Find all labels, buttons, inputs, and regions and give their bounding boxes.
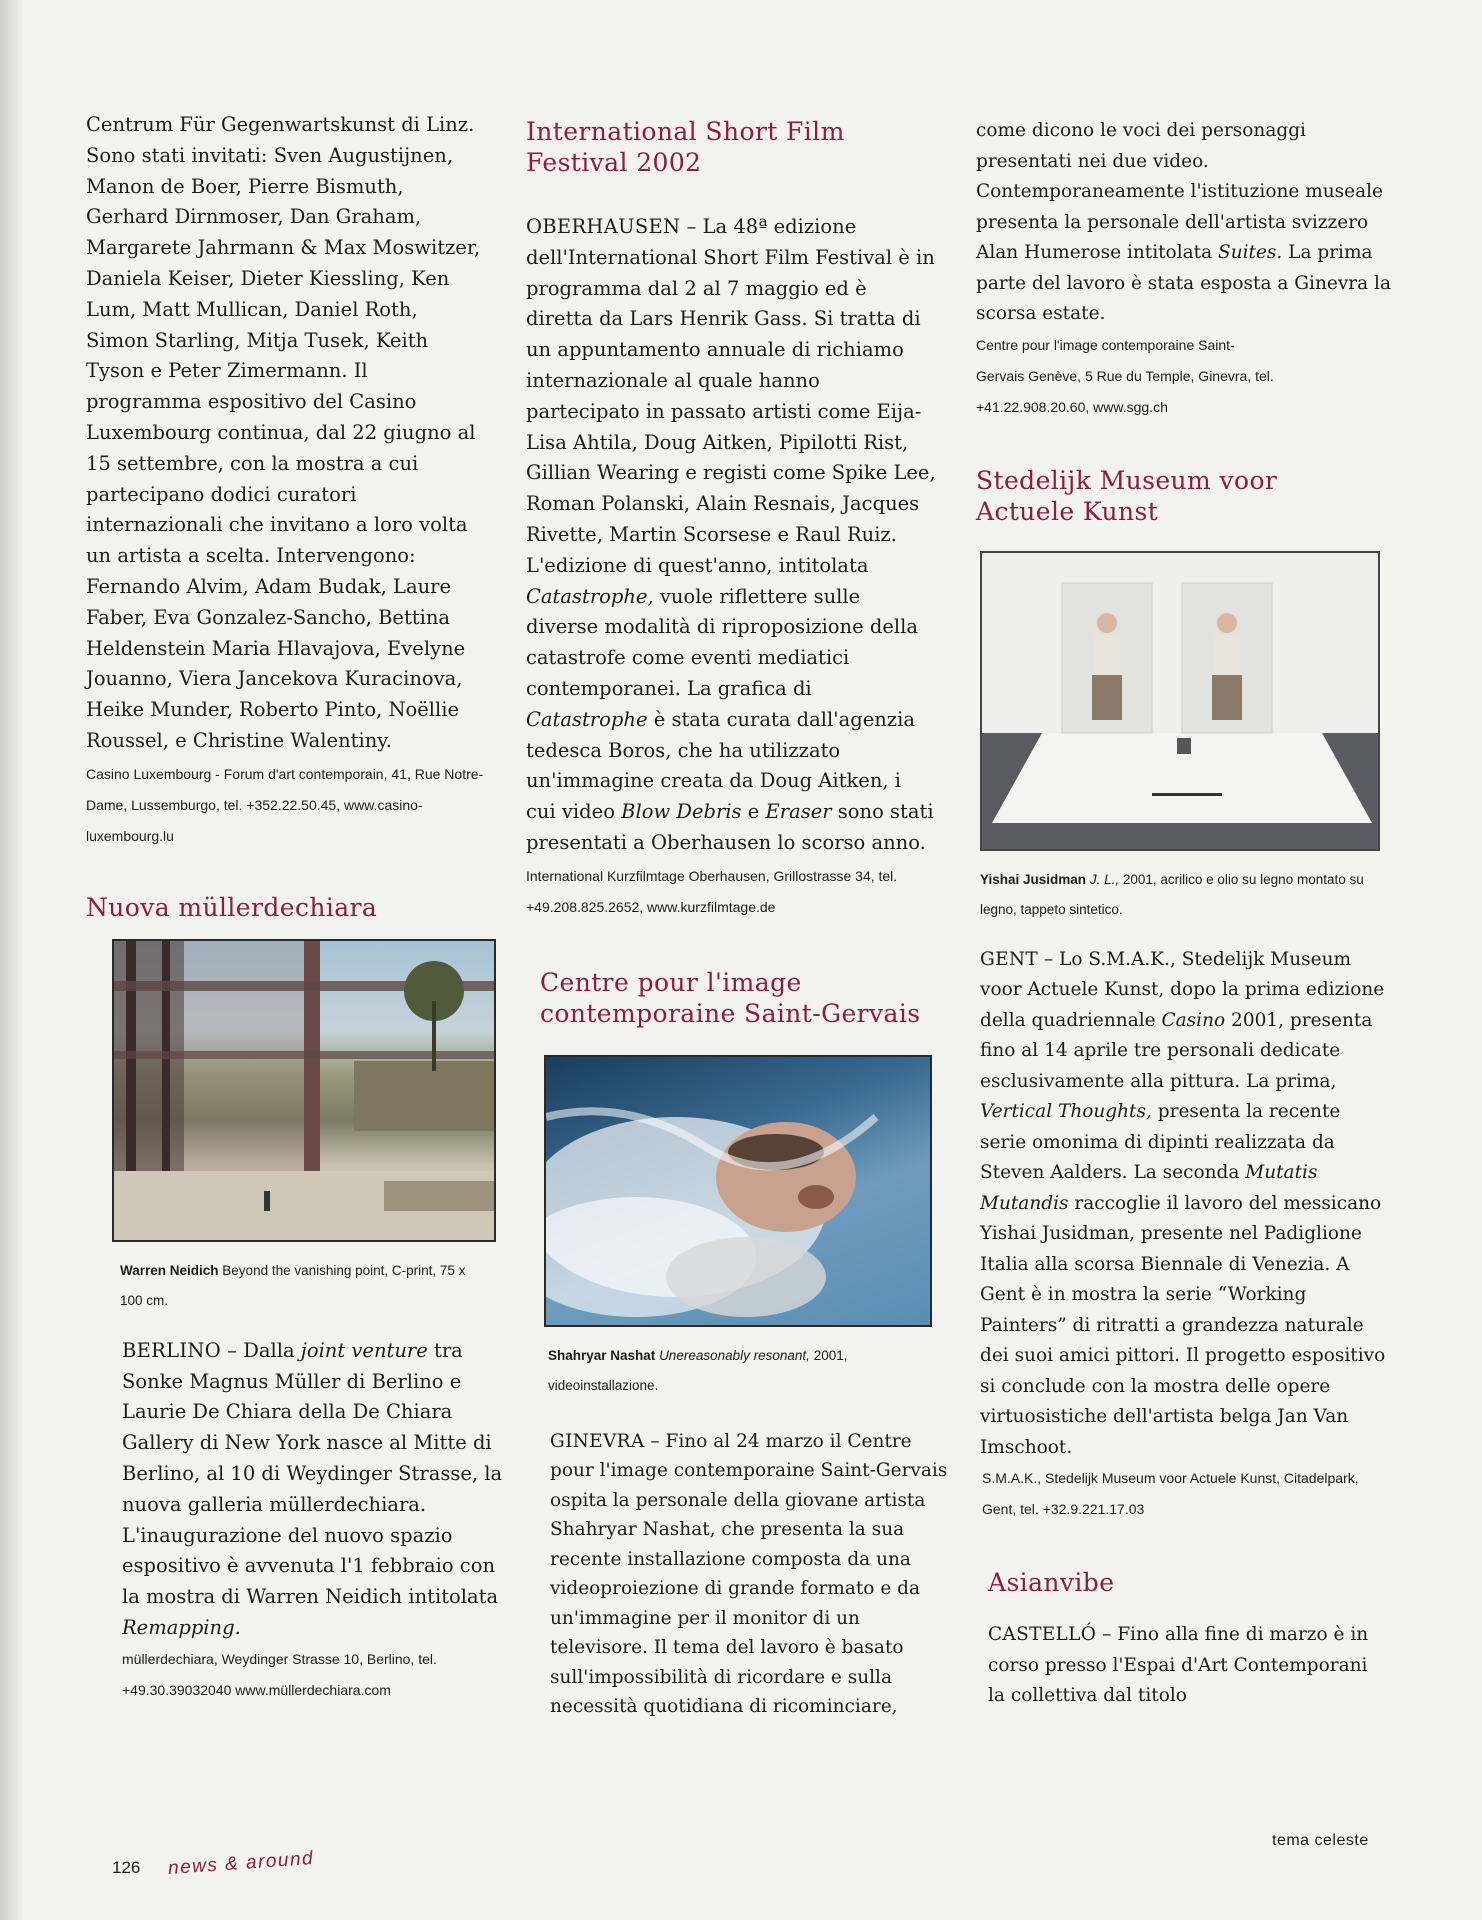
oberhausen-text bbox=[526, 212, 936, 859]
caption-title: J. L., bbox=[1089, 871, 1120, 887]
casino-info: Casino Luxembourg - Forum d'art contemporain, 41, Rue Notre-Dame, Lussemburgo, tel. +352.22.50.45, www.casino-luxembourg.lu bbox=[86, 765, 484, 844]
caption-artist: Warren Neidich bbox=[120, 1262, 219, 1278]
text-fragment: – Dalla bbox=[227, 1338, 295, 1362]
heading-nuova-mullerdechiara: Nuova müllerdechiara bbox=[86, 892, 378, 922]
text-fragment: La prima parte del lavoro è stata esposta a Ginevra la scorsa estate. bbox=[976, 242, 1391, 324]
warren-neidich-photo bbox=[112, 939, 496, 1242]
caption-text: 2001, acrilico e olio su legno montato su legno, tappeto sintetico. bbox=[980, 871, 1364, 917]
kurzfilmtage-info: International Kurzfilmtage Oberhausen, Grillostrasse 34, tel. +49.208.825.2652, www.kurzfilmtage.de bbox=[526, 867, 898, 915]
text-fragment: è stata curata dall'agenzia tedesca Boros, che ha utilizzato un'immagine creata da Doug Aitken, i cui video bbox=[526, 707, 915, 824]
text-fragment: vuole riflettere sulle diverse modalità di riproposizione della catastrofe come eventi mediatici contemporanei. La grafica di bbox=[526, 584, 918, 700]
caption-shahryar-nashat bbox=[548, 1341, 936, 1401]
city-gent: GENT bbox=[980, 948, 1039, 970]
column-2 bbox=[526, 116, 948, 1722]
heading-stedelijk-museum: Stedelijk Museum voor Actuele Kunst bbox=[976, 465, 1278, 526]
text-italic: Catastrophe, bbox=[526, 584, 654, 608]
saint-gervais-continued bbox=[976, 116, 1396, 330]
casino-text: Centrum Für Gegenwartskunst di Linz. Sono stati invitati: Sven Augustijnen, Manon de Boer, Pierre Bismuth, Gerhard Dirnmoser, Dan Graham, Margarete Jahrmann & Max Moswitzer, Daniela Keiser, Dieter Kiessling, Ken Lum, Matt Mullican, Daniel Roth, Simon Starling, Mitja Tusek, Keith Tyson e Peter Zimermann. Il programma espositivo del Casino Luxembourg continua, dal 22 giugno al 15 settembre, con la mostra a cui partecipano dodici curatori internazionali che invitano a loro volta un artista a scelta. Intervengono: Fernando Alvim, Adam Budak, Laure Faber, Eva Gonzalez-Sancho, Bettina Heldenstein Maria Hlavajova, Evelyne Jouanno, Viera Jancekova Kuracinova, Heike Munder, Roberto Pinto, Noëllie Roussel, e Christine Walentiny. bbox=[86, 113, 481, 752]
text-italic: Eraser bbox=[765, 800, 832, 824]
text-italic: Blow Debris bbox=[621, 800, 742, 824]
caption-text: Beyond the vanishing point, C-print, 75 x 100 cm. bbox=[120, 1262, 466, 1308]
text-fragment: raccoglie il lavoro del messicano Yishai Jusidman, presente nel Padiglione Italia alla scorsa Biennale di Venezia. A Gent è in mostra la serie “Working Painters” di ritratti a grandezza naturale dei suoi amici pittori. Il progetto espositivo si conclude con la mostra delle opere virtuosistiche dell'artista belga Jan Van Imschoot. bbox=[980, 1192, 1386, 1458]
heading-short-film-festival: International Short Film Festival 2002 bbox=[526, 117, 845, 177]
sgg-info: Centre pour l'image contemporaine Saint-Gervais Genève, 5 Rue du Temple, Ginevra, tel. +41.22.908.20.60, www.sgg.ch bbox=[976, 336, 1274, 415]
heading-saint-gervais: Centre pour l'image contemporaine Saint-Gervais bbox=[540, 967, 921, 1028]
caption-warren-neidich bbox=[120, 1256, 486, 1316]
text-fragment: 2001, presenta fino al 14 aprile tre personali dedicate esclusivamente alla pittura. La prima, bbox=[980, 1009, 1373, 1092]
text-fragment: – Fino al 24 marzo il Centre pour l'image contemporaine Saint-Gervais ospita la personale della giovane artista Shahryar Nashat, che presenta la sua recente installazione composta da una videoproiezione di grande formato e da un'immagine per il monitor di un televisore. Il tema del lavoro è basato sull'impossibilità di ricordare e sulla necessità quotidiana di ricominciare, bbox=[550, 1430, 948, 1718]
text-italic: joint venture bbox=[300, 1338, 428, 1362]
gent-text bbox=[980, 945, 1390, 1464]
text-italic: Casino bbox=[1161, 1009, 1226, 1031]
column-3 bbox=[976, 116, 1396, 1712]
city-castello: CASTELLÓ bbox=[988, 1624, 1097, 1645]
text-fragment: e bbox=[747, 800, 760, 824]
text-fragment: – Lo S.M.A.K., Stedelijk Museum voor Actuele Kunst, dopo la prima edizione della quadriennale bbox=[980, 948, 1385, 1031]
caption-yishai-jusidman bbox=[980, 865, 1380, 925]
heading-asianvibe: Asianvibe bbox=[988, 1568, 1115, 1597]
section-title: news & around bbox=[167, 1847, 315, 1880]
gallery-installation-image bbox=[982, 553, 1380, 851]
text-fragment: come dicono le voci dei personaggi presentati nei due video. Contemporaneamente l'istituzione museale presenta la personale dell'artista svizzero Alan Humerose intitolata bbox=[976, 120, 1383, 263]
text-italic: Vertical Thoughts, bbox=[980, 1101, 1152, 1122]
ginevra-text bbox=[550, 1427, 950, 1722]
caption-title: Unereasonably resonant, bbox=[659, 1347, 810, 1363]
text-fragment: presenta la recente serie omonima di dipinti realizzata da Steven Aalders. La seconda bbox=[980, 1101, 1341, 1183]
smak-info: S.M.A.K., Stedelijk Museum voor Actuele Kunst, Citadelpark, Gent, tel. +32.9.221.17.03 bbox=[982, 1470, 1359, 1517]
shahryar-nashat-photo bbox=[544, 1055, 932, 1327]
text-italic: Mutatis Mutandis bbox=[980, 1162, 1318, 1214]
text-italic: Suites. bbox=[1218, 242, 1283, 263]
text-italic: Remapping. bbox=[122, 1615, 241, 1639]
text-italic: Catastrophe bbox=[526, 707, 648, 731]
caption-artist: Yishai Jusidman bbox=[980, 871, 1087, 887]
city-berlino: BERLINO bbox=[122, 1338, 222, 1362]
page-number: 126 bbox=[112, 1858, 141, 1877]
splash-face-image bbox=[546, 1057, 932, 1327]
castello-text bbox=[988, 1620, 1388, 1712]
text-fragment: tra Sonke Magnus Müller di Berlino e Laurie De Chiara della De Chiara Gallery di New York nasce al Mitte di Berlino, al 10 di Weydinger Strasse, la nuova galleria müllerdechiara. L'inaugurazione del nuovo spazio espositivo è avvenuta l'1 febbraio con la mostra di Warren Neidich intitolata bbox=[122, 1338, 503, 1609]
berlino-text bbox=[122, 1336, 504, 1644]
text-fragment: sono stati presentati a Oberhausen lo scorso anno. bbox=[526, 800, 934, 854]
column-1 bbox=[86, 110, 503, 1706]
binding-shadow bbox=[0, 0, 24, 1920]
city-oberhausen: OBERHAUSEN bbox=[526, 215, 681, 238]
magazine-name: tema celeste bbox=[1272, 1832, 1369, 1849]
mullerdechiara-info: müllerdechiara, Weydinger Strasse 10, Berlino, tel. +49.30.39032040 www.müllerdechiara.com bbox=[122, 1650, 437, 1698]
city-ginevra: GINEVRA bbox=[550, 1430, 645, 1452]
yishai-jusidman-photo bbox=[980, 551, 1380, 851]
urban-reflection-image bbox=[114, 941, 496, 1242]
text-fragment: – Fino alla fine di marzo è in corso presso l'Espai d'Art Contemporani la collettiva dal titolo bbox=[988, 1624, 1369, 1706]
text-fragment: – La 48ª edizione dell'International Short Film Festival è in programma dal 2 al 7 maggio ed è diretta da Lars Henrik Gass. Si tratta di un appuntamento annuale di richiamo internazionale al quale hanno partecipato in passato artisti come Eija-Lisa Ahtila, Doug Aitken, Pipilotti Rist, Gillian Wearing e registi come Spike Lee, Roman Polanski, Alain Resnais, Jacques Rivette, Martin Scorsese e Raul Ruiz. L'edizione di quest'anno, intitolata bbox=[526, 215, 936, 577]
caption-text: 2001, videoinstallazione. bbox=[548, 1347, 848, 1393]
caption-artist: Shahryar Nashat bbox=[548, 1347, 656, 1363]
